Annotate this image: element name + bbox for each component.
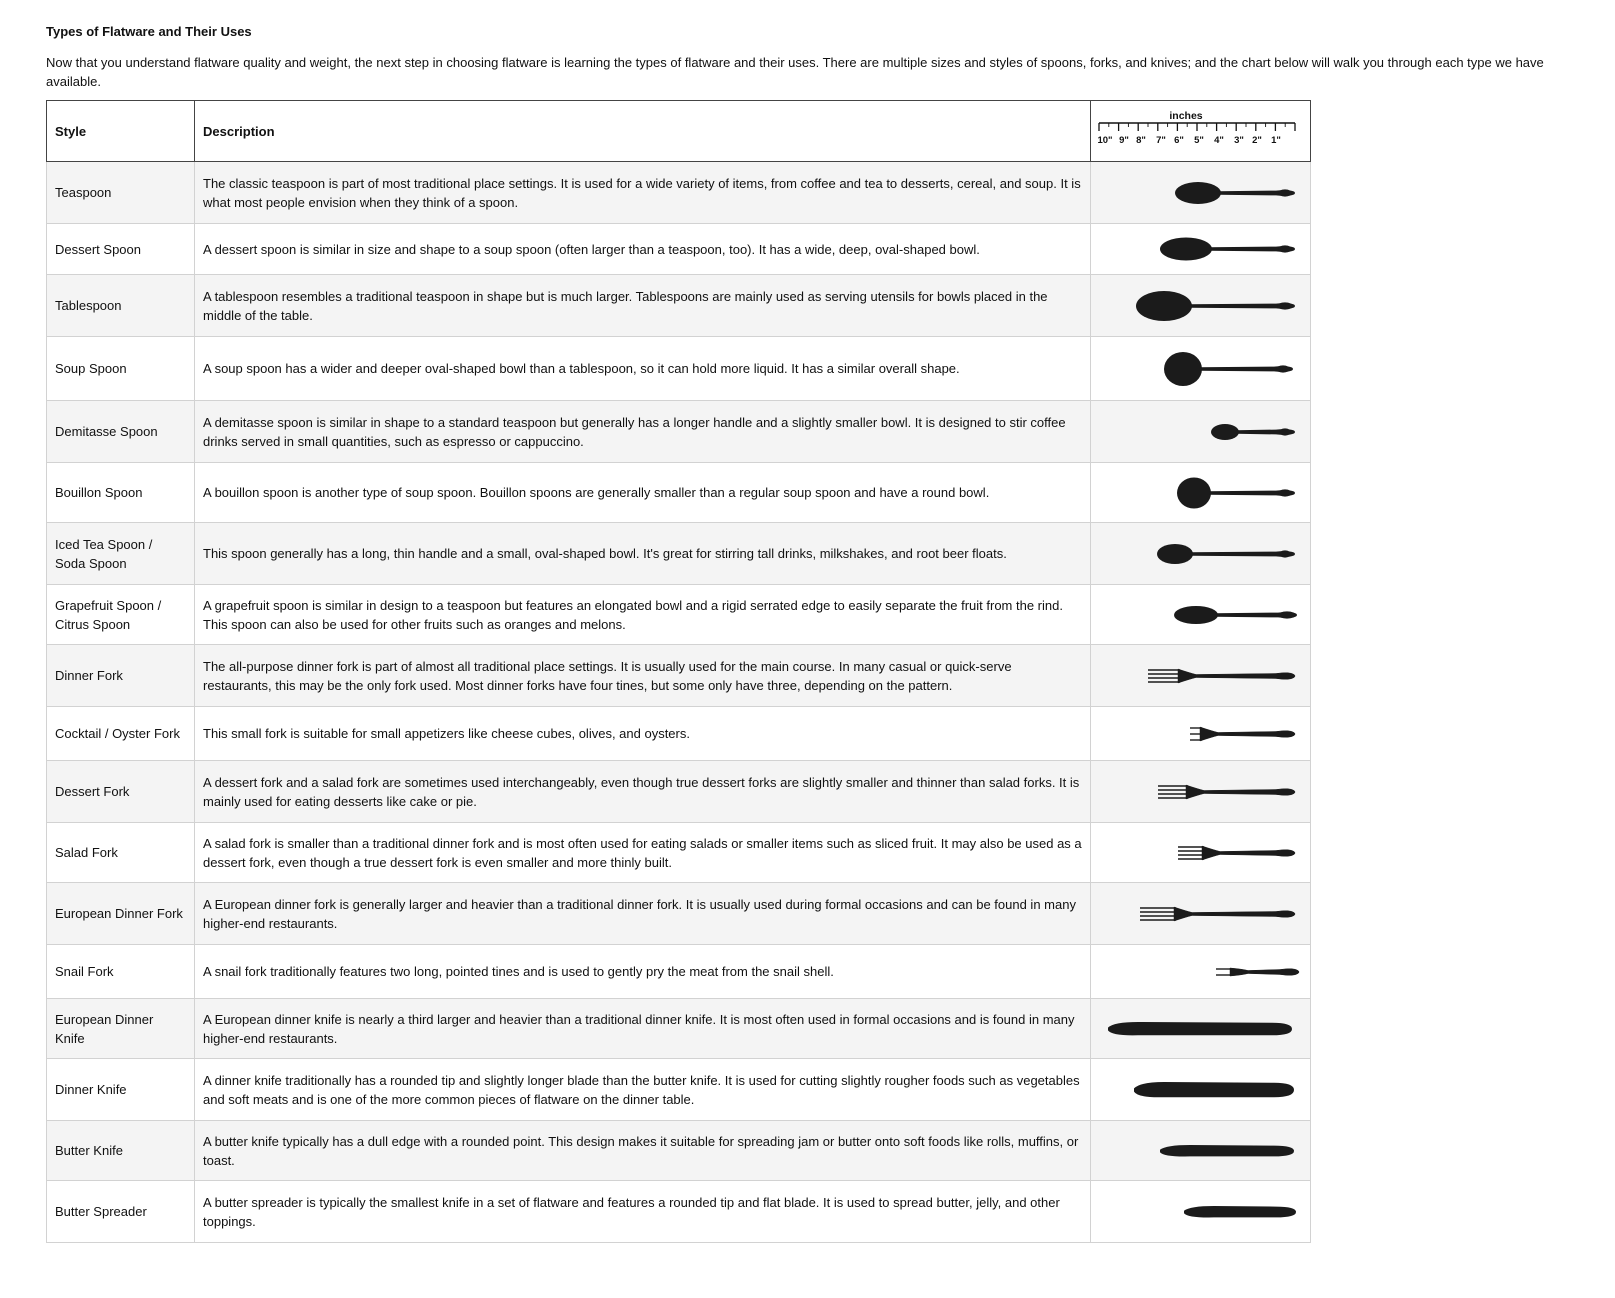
ruler-tick-label: 1": [1271, 135, 1281, 146]
inches-ruler-header: [1091, 101, 1311, 162]
table-header-row: [47, 101, 1311, 162]
description-cell: The classic teaspoon is part of most traditional place settings. It is used for a wide variety of items, from coffee and tea to desserts, cereal, and soup. It is what most people envision when they think of a spoon.: [195, 162, 1091, 224]
european-dinner-knife-icon: [1096, 1004, 1306, 1054]
utensil-image-cell: [1091, 1121, 1311, 1181]
table-row: [47, 823, 1311, 883]
description-cell: A butter spreader is typically the smallest knife in a set of flatware and features a rounded tip and flat blade. It is used to spread butter, jelly, and other toppings.: [195, 1181, 1091, 1243]
utensil-image-cell: [1091, 883, 1311, 945]
utensil-image-cell: [1091, 1181, 1311, 1243]
utensil-image-cell: [1091, 275, 1311, 337]
utensil-image-cell: [1091, 999, 1311, 1059]
dessert-fork-icon: [1096, 767, 1306, 817]
utensil-image-cell: [1091, 945, 1311, 999]
dinner-fork-icon: [1096, 651, 1306, 701]
ruler-label: inches: [1169, 110, 1203, 122]
iced-tea-spoon-icon: [1096, 529, 1306, 579]
table-row: [47, 337, 1311, 401]
utensil-image-cell: [1091, 401, 1311, 463]
style-cell: Soup Spoon: [47, 337, 195, 401]
table-row: [47, 883, 1311, 945]
ruler-graphic: [1091, 102, 1309, 160]
description-cell: A snail fork traditionally features two long, pointed tines and is used to gently pry the meat from the snail shell.: [195, 945, 1091, 999]
table-row: [47, 645, 1311, 707]
butter-knife-icon: [1096, 1126, 1306, 1176]
utensil-image-cell: [1091, 162, 1311, 224]
table-row: [47, 463, 1311, 523]
butter-spreader-icon: [1096, 1187, 1306, 1237]
grapefruit-spoon-icon: [1096, 590, 1306, 640]
dessert-spoon-icon: [1096, 224, 1306, 274]
table-row: [47, 945, 1311, 999]
style-cell: Salad Fork: [47, 823, 195, 883]
ruler-tick-label: 9": [1119, 135, 1129, 146]
demitasse-spoon-icon: [1096, 407, 1306, 457]
bouillon-spoon-icon: [1096, 468, 1306, 518]
style-cell: Butter Spreader: [47, 1181, 195, 1243]
intro-paragraph: Now that you understand flatware quality and weight, the next step in choosing flatware is learning the types of flatware and their uses. There are multiple sizes and styles of spoons, forks, and knives; and the chart below will walk you through each type we have available.: [46, 55, 1544, 89]
description-cell: A European dinner fork is generally larger and heavier than a traditional dinner fork. It is usually used during formal occasions and can be found in many higher-end restaurants.: [195, 883, 1091, 945]
style-cell: European Dinner Knife: [47, 999, 195, 1059]
table-row: [47, 224, 1311, 275]
description-cell: This spoon generally has a long, thin handle and a small, oval-shaped bowl. It's great for stirring tall drinks, milkshakes, and root beer floats.: [195, 523, 1091, 585]
flatware-table: [46, 100, 1311, 1243]
ruler-tick-label: 7": [1156, 135, 1166, 146]
style-cell: Demitasse Spoon: [47, 401, 195, 463]
utensil-image-cell: [1091, 823, 1311, 883]
table-row: [47, 1181, 1311, 1243]
table-row: [47, 707, 1311, 761]
description-cell: This small fork is suitable for small appetizers like cheese cubes, olives, and oysters.: [195, 707, 1091, 761]
european-dinner-fork-icon: [1096, 889, 1306, 939]
style-cell: Dinner Fork: [47, 645, 195, 707]
table-row: [47, 401, 1311, 463]
utensil-image-cell: [1091, 463, 1311, 523]
description-cell: A dinner knife traditionally has a rounded tip and slightly longer blade than the butter knife. It is used for cutting slightly rougher foods such as vegetables and soft meats and is one of the more common pieces of flatware on the dinner table.: [195, 1059, 1091, 1121]
tablespoon-icon: [1096, 281, 1306, 331]
ruler-tick-label: 8": [1136, 135, 1146, 146]
style-column-header: Style: [47, 101, 195, 162]
page: [46, 20, 1566, 1243]
page-title: Types of Flatware and Their Uses: [46, 24, 252, 39]
table-row: [47, 1121, 1311, 1181]
ruler-tick-label: 5": [1194, 135, 1204, 146]
ruler-tick-label: 4": [1214, 135, 1224, 146]
style-cell: Cocktail / Oyster Fork: [47, 707, 195, 761]
soup-spoon-icon: [1096, 344, 1306, 394]
style-cell: Iced Tea Spoon / Soda Spoon: [47, 523, 195, 585]
utensil-image-cell: [1091, 1059, 1311, 1121]
cocktail-fork-icon: [1096, 709, 1306, 759]
utensil-image-cell: [1091, 645, 1311, 707]
description-cell: A dessert fork and a salad fork are sometimes used interchangeably, even though true dessert forks are slightly smaller and thinner than salad forks. It is mainly used for eating desserts like cake or pie.: [195, 761, 1091, 823]
style-cell: Bouillon Spoon: [47, 463, 195, 523]
table-row: [47, 1059, 1311, 1121]
utensil-image-cell: [1091, 707, 1311, 761]
table-row: [47, 761, 1311, 823]
ruler-tick-label: 2": [1252, 135, 1262, 146]
salad-fork-icon: [1096, 828, 1306, 878]
style-cell: Dinner Knife: [47, 1059, 195, 1121]
ruler-tick-label: 6": [1174, 135, 1184, 146]
style-cell: Grapefruit Spoon / Citrus Spoon: [47, 585, 195, 645]
description-cell: A butter knife typically has a dull edge with a rounded point. This design makes it suitable for spreading jam or butter onto soft foods like rolls, muffins, or toast.: [195, 1121, 1091, 1181]
table-row: [47, 162, 1311, 224]
table-row: [47, 275, 1311, 337]
style-cell: Dessert Fork: [47, 761, 195, 823]
dinner-knife-icon: [1096, 1065, 1306, 1115]
description-cell: A salad fork is smaller than a traditional dinner fork and is most often used for eating salads or smaller items such as sliced fruit. It may also be used as a dessert fork, even though a true dessert fork is even smaller and more thinly built.: [195, 823, 1091, 883]
inches-ruler: [1091, 102, 1310, 160]
utensil-image-cell: [1091, 337, 1311, 401]
description-column-header: Description: [195, 101, 1091, 162]
description-cell: A bouillon spoon is another type of soup spoon. Bouillon spoons are generally smaller than a regular soup spoon and have a round bowl.: [195, 463, 1091, 523]
style-cell: Dessert Spoon: [47, 224, 195, 275]
table-row: [47, 523, 1311, 585]
ruler-tick-label: 10": [1097, 135, 1113, 146]
description-cell: A tablespoon resembles a traditional teaspoon in shape but is much larger. Tablespoons are mainly used as serving utensils for bowls placed in the middle of the table.: [195, 275, 1091, 337]
table-row: [47, 999, 1311, 1059]
ruler-tick-label: 3": [1234, 135, 1244, 146]
style-cell: Butter Knife: [47, 1121, 195, 1181]
style-cell: Snail Fork: [47, 945, 195, 999]
style-cell: Teaspoon: [47, 162, 195, 224]
description-cell: The all-purpose dinner fork is part of almost all traditional place settings. It is usually used for the main course. In many casual or quick-serve restaurants, this may be the only fork used. Most dinner forks have four tines, but some only have three, depending on the pattern.: [195, 645, 1091, 707]
table-row: [47, 585, 1311, 645]
description-cell: A demitasse spoon is similar in shape to a standard teaspoon but generally has a longer handle and a slightly smaller bowl. It is designed to stir coffee drinks served in small quantities, such as espresso or cappuccino.: [195, 401, 1091, 463]
teaspoon-icon: [1096, 168, 1306, 218]
utensil-image-cell: [1091, 761, 1311, 823]
description-cell: A soup spoon has a wider and deeper oval-shaped bowl than a tablespoon, so it can hold more liquid. It has a similar overall shape.: [195, 337, 1091, 401]
description-cell: A dessert spoon is similar in size and shape to a soup spoon (often larger than a teaspoon, too). It has a wide, deep, oval-shaped bowl.: [195, 224, 1091, 275]
snail-fork-icon: [1096, 947, 1306, 997]
style-cell: European Dinner Fork: [47, 883, 195, 945]
utensil-image-cell: [1091, 585, 1311, 645]
description-cell: A grapefruit spoon is similar in design to a teaspoon but features an elongated bowl and a rigid serrated edge to easily separate the fruit from the rind. This spoon can also be used for other fruits such as oranges and melons.: [195, 585, 1091, 645]
utensil-image-cell: [1091, 523, 1311, 585]
utensil-image-cell: [1091, 224, 1311, 275]
description-cell: A European dinner knife is nearly a third larger and heavier than a traditional dinner knife. It is most often used in formal occasions and is found in many higher-end restaurants.: [195, 999, 1091, 1059]
style-cell: Tablespoon: [47, 275, 195, 337]
